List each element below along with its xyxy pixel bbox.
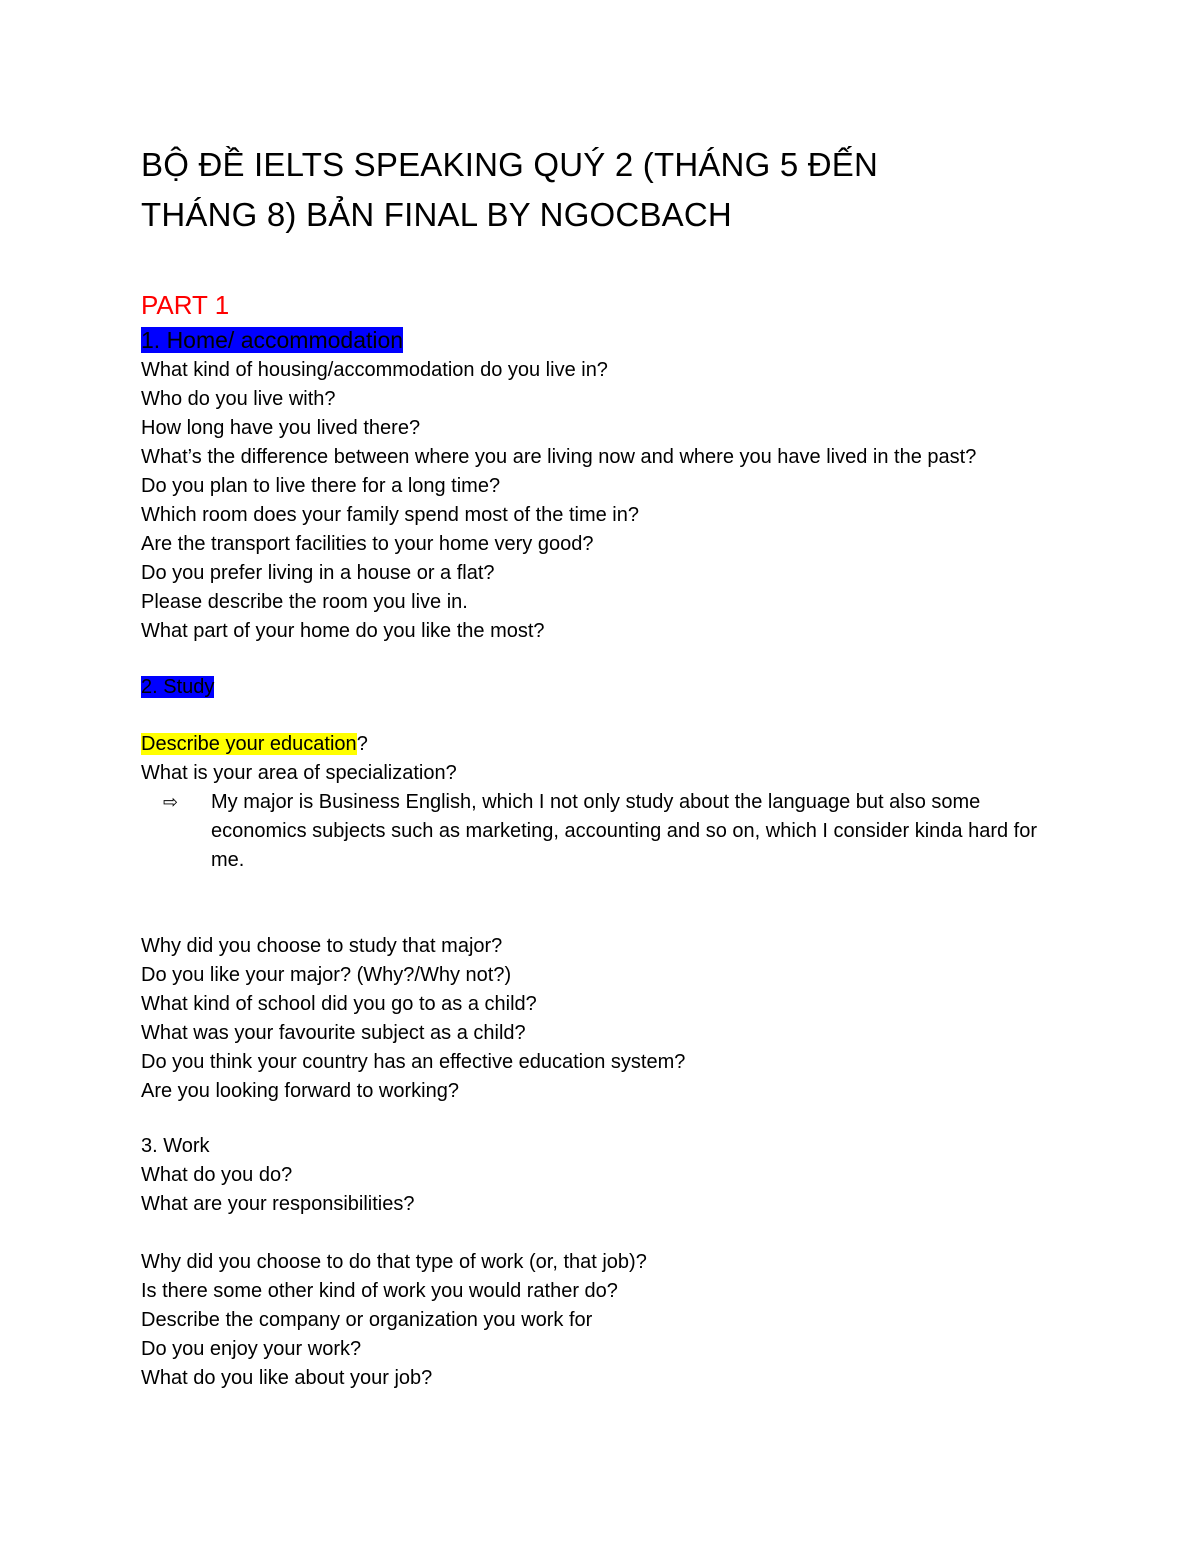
arrow-right-icon: ⇨ <box>163 792 179 812</box>
question-line: Do you prefer living in a house or a flat? <box>141 562 495 584</box>
question-line: What is your area of specialization? <box>141 762 457 784</box>
part-heading: PART 1 <box>141 290 230 320</box>
section-study <box>141 673 1081 702</box>
question-line: Do you enjoy your work? <box>141 1338 362 1360</box>
answer-bullet <box>141 788 1071 875</box>
section-work <box>141 1132 1081 1219</box>
title-line-1: BỘ ĐỀ IELTS SPEAKING QUÝ 2 (THÁNG 5 ĐẾN <box>141 146 879 183</box>
question-line: Which room does your family spend most of the time in? <box>141 504 639 526</box>
question-line: What kind of school did you go to as a child? <box>141 993 537 1015</box>
section-study-questions <box>141 730 1081 875</box>
question-line: Describe your education? <box>141 733 368 755</box>
section-heading-study: 2. Study <box>141 676 215 698</box>
question-line: What do you do? <box>141 1164 293 1186</box>
section-home <box>141 325 1081 646</box>
document-title <box>141 140 878 240</box>
question-line: Please describe the room you live in. <box>141 591 468 613</box>
question-line: Is there some other kind of work you would rather do? <box>141 1280 618 1302</box>
question-line: Do you think your country has an effective education system? <box>141 1051 686 1073</box>
question-line: Are the transport facilities to your home very good? <box>141 533 594 555</box>
answer-text: My major is Business English, which I not only study about the language but also some economics subjects such as marketing, accounting and so on, which I consider kinda hard for me. <box>211 791 1037 871</box>
section-heading-home: 1. Home/ accommodation <box>141 327 404 353</box>
highlighted-question: Describe your education <box>141 733 357 755</box>
question-line: Why did you choose to do that type of work (or, that job)? <box>141 1251 647 1273</box>
question-line: Why did you choose to study that major? <box>141 935 503 957</box>
question-line: What do you like about your job? <box>141 1367 433 1389</box>
section-study-more <box>141 932 1081 1106</box>
question-line: Who do you live with? <box>141 388 336 410</box>
question-line: What was your favourite subject as a child? <box>141 1022 526 1044</box>
question-line: What are your responsibilities? <box>141 1193 415 1215</box>
section-heading-work: 3. Work <box>141 1135 210 1157</box>
question-line: Are you looking forward to working? <box>141 1080 459 1102</box>
question-line: Do you plan to live there for a long time? <box>141 475 501 497</box>
question-line: What kind of housing/accommodation do you live in? <box>141 359 608 381</box>
section-work-more <box>141 1248 1081 1393</box>
title-line-2: THÁNG 8) BẢN FINAL BY NGOCBACH <box>141 196 732 233</box>
question-line: Do you like your major? (Why?/Why not?) <box>141 964 512 986</box>
question-line: Describe the company or organization you work for <box>141 1309 593 1331</box>
document-page <box>141 0 1081 1553</box>
question-line: How long have you lived there? <box>141 417 421 439</box>
question-line: What part of your home do you like the most? <box>141 620 545 642</box>
question-line: What’s the difference between where you are living now and where you have lived in the past? <box>141 446 977 468</box>
